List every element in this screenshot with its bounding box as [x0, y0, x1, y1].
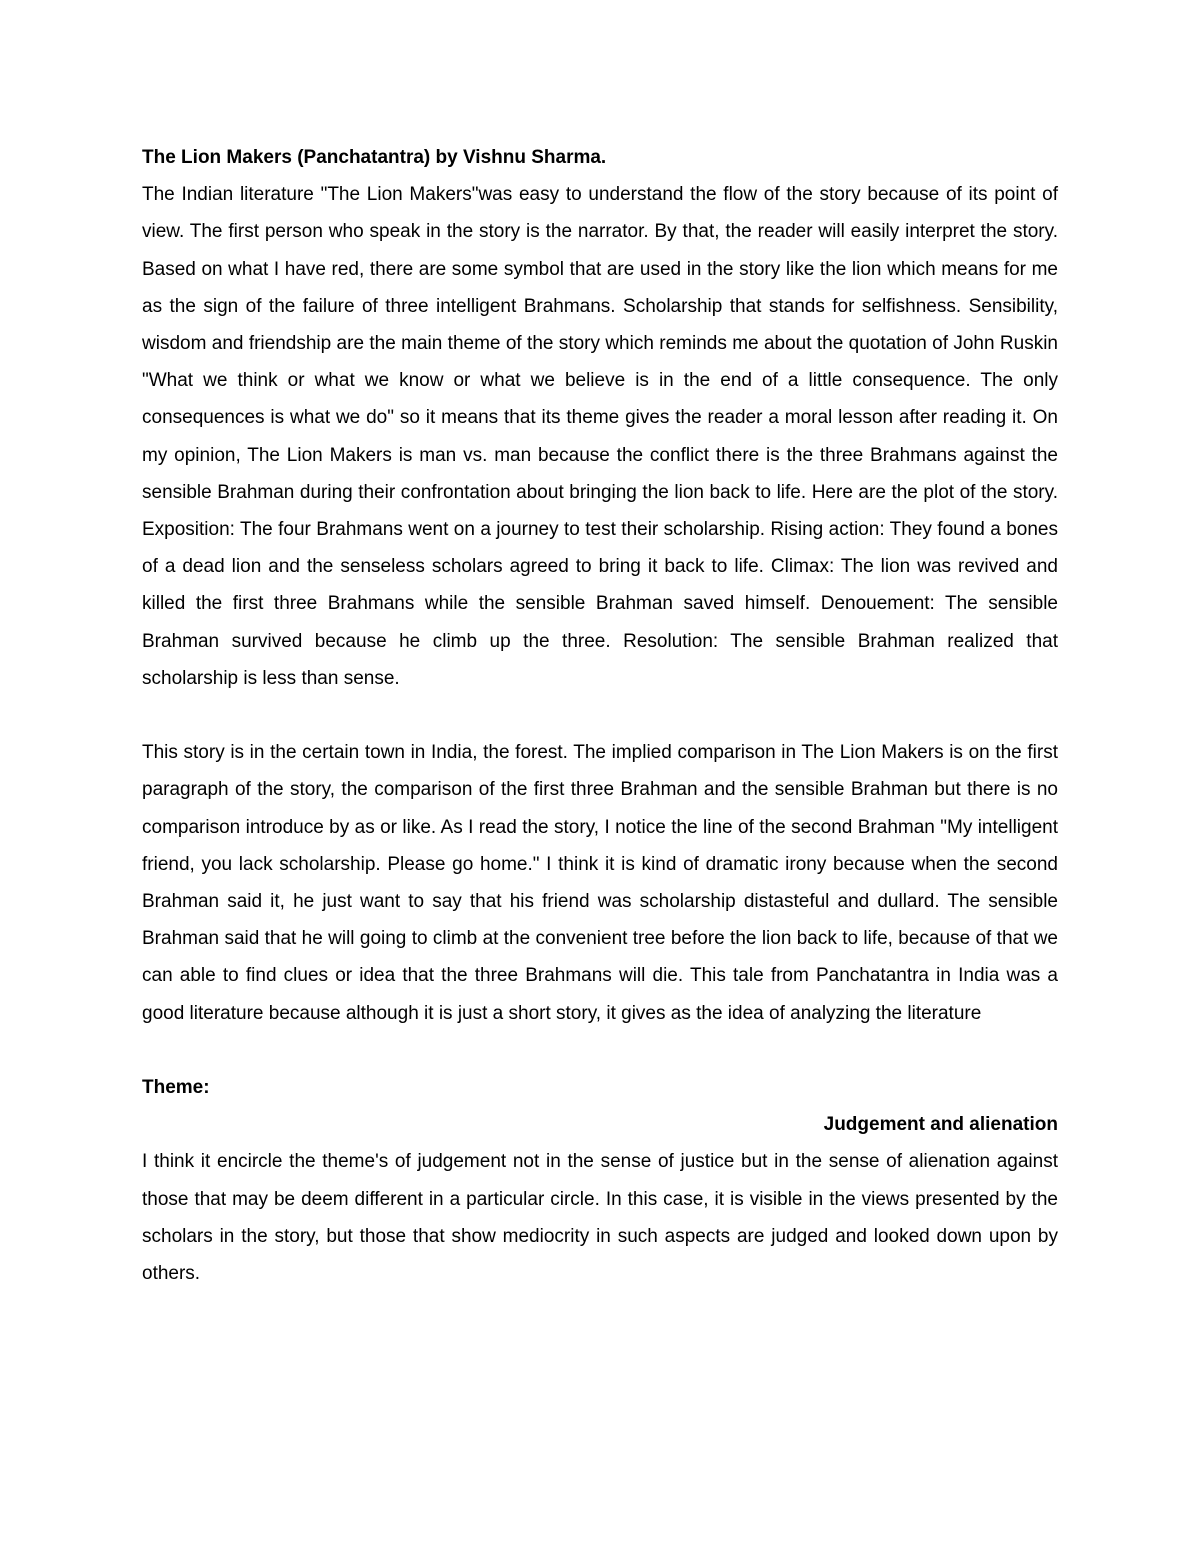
document-page: [142, 139, 1058, 1292]
theme-subheading: Judgement and alienation: [823, 1114, 1058, 1136]
paragraph-plot: The Indian literature "The Lion Makers"was easy to understand the flow of the story because of its point of view. The first person who speak in the story is the narrator. By that, the reader will easily interpret the story. Based on what I have red, there are some symbol that are used in the story like the lion which means for me as the sign of the failure of three intelligent Brahmans. Scholarship that stands for selfishness. Sensibility, wisdom and friendship are the main theme of the story which reminds me about the quotation of John Ruskin "What we think or what we know or what we believe is in the end of a little consequence. The only consequences is what we do" so it means that its theme gives the reader a moral lesson after reading it. On my opinion, The Lion Makers is man vs. man because the conflict there is the three Brahmans against the sensible Brahman during their confrontation about bringing the lion back to life. Here are the plot of the story. Exposition: The four Brahmans went on a journey to test their scholarship. Rising action: They found a bones of a dead lion and the senseless scholars agreed to bring it back to life. Climax: The lion was revived and killed the first three Brahmans while the sensible Brahman saved himself. Denouement: The sensible Brahman survived because he climb up the three. Resolution: The sensible Brahman realized that scholarship is less than sense.: [142, 184, 1058, 689]
paragraph-spacer: [142, 697, 1058, 734]
paragraph-setting: This story is in the certain town in India, the forest. The implied comparison in The Lion Makers is on the first paragraph of the story, the comparison of the first three Brahman and the sensible Brahman but there is no comparison introduce by as or like. As I read the story, I notice the line of the second Brahman "My intelligent friend, you lack scholarship. Please go home." I think it is kind of dramatic irony because when the second Brahman said it, he just want to say that his friend was scholarship distasteful and dullard. The sensible Brahman said that he will going to climb at the convenient tree before the lion back to life, because of that we can able to find clues or idea that the three Brahmans will die. This tale from Panchatantra in India was a good literature because although it is just a short story, it gives as the idea of analyzing the literature: [142, 742, 1058, 1024]
paragraph-theme: I think it encircle the theme's of judgement not in the sense of justice but in the sense of alienation against those that may be deem different in a particular circle. In this case, it is visible in the views presented by the scholars in the story, but those that show mediocrity in such aspects are judged and looked down upon by others.: [142, 1151, 1058, 1285]
paragraph-spacer: [142, 1032, 1058, 1069]
document-title: The Lion Makers (Panchatantra) by Vishnu Sharma.: [142, 147, 607, 168]
theme-heading: Theme:: [142, 1077, 210, 1099]
